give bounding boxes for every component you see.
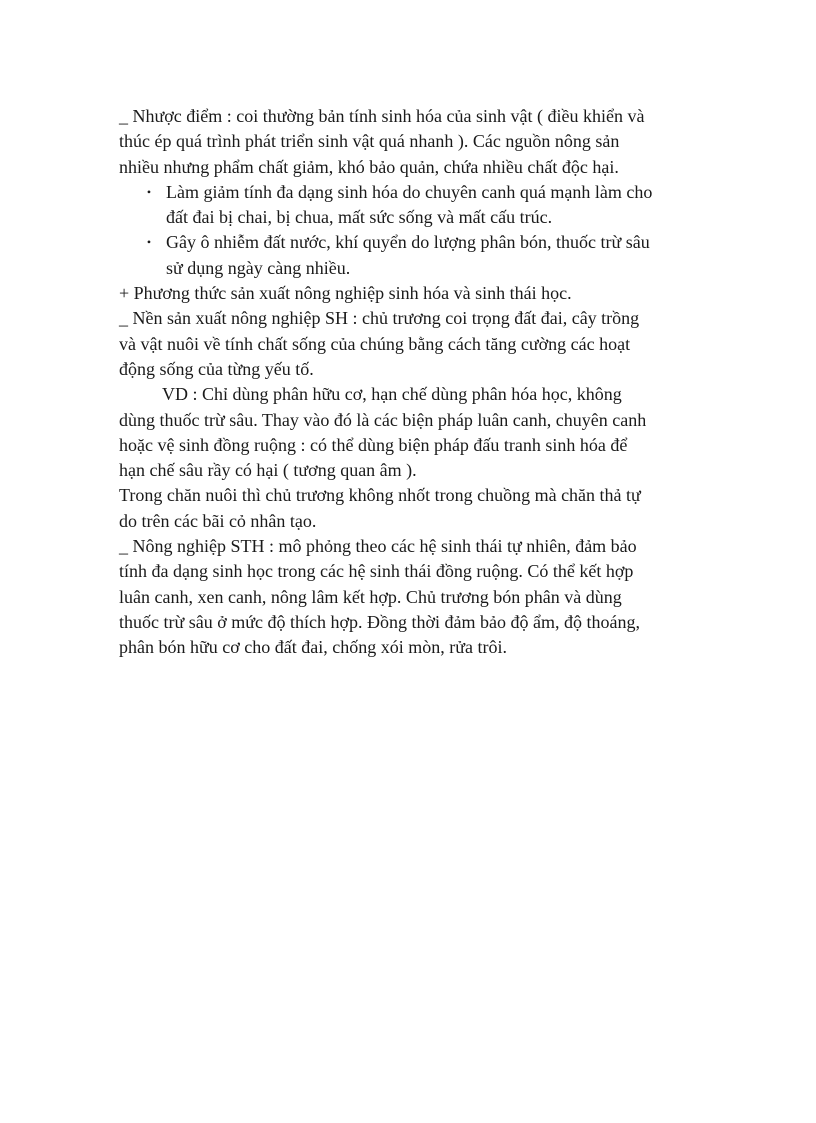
bullet-item-continuation: sử dụng ngày càng nhiều. [166, 257, 351, 278]
paragraph-disadvantage-line-1: _ Nhược điểm : coi thường bản tính sinh hóa của sinh vật ( điều khiển và [119, 106, 645, 126]
example-line-4: hạn chế sâu rầy có hại ( tương quan âm ). [119, 460, 417, 481]
section-heading-production-method: + Phương thức sản xuất nông nghiệp sinh hóa và sinh thái học. [119, 283, 572, 304]
document-body [119, 104, 709, 661]
bullet-item-text: Gây ô nhiễm đất nước, khí quyển do lượng phân bón, thuốc trừ sâu [166, 232, 650, 253]
paragraph-biochemical-line-3: động sống của từng yếu tố. [119, 358, 314, 379]
paragraph-ecological-line-2: tính đa dạng sinh học trong các hệ sinh thái đồng ruộng. Có thể kết hợp [119, 561, 634, 582]
paragraph-disadvantage-line-2: thúc ép quá trình phát triển sinh vật quá nhanh ). Các nguồn nông sản [119, 131, 620, 152]
bullet-item-continuation: đất đai bị chai, bị chua, mất sức sống và mất cấu trúc. [166, 207, 553, 228]
bullet-item-text: Làm giảm tính đa dạng sinh hóa do chuyên canh quá mạnh làm cho [166, 181, 653, 202]
bullet-item-biodiversity [119, 180, 709, 205]
bullet-item-pollution [119, 230, 709, 255]
paragraph-livestock-line-2: do trên các bãi cỏ nhân tạo. [119, 510, 317, 531]
paragraph-biochemical-line-2: và vật nuôi về tính chất sống của chúng bằng cách tăng cường các hoạt [119, 333, 631, 354]
paragraph-ecological-line-5: phân bón hữu cơ cho đất đai, chống xói mòn, rửa trôi. [119, 637, 507, 658]
example-line-1: VD : Chỉ dùng phân hữu cơ, hạn chế dùng phân hóa học, không [162, 384, 622, 405]
paragraph-ecological-line-4: thuốc trừ sâu ở mức độ thích hợp. Đồng thời đảm bảo độ ẩm, độ thoáng, [119, 611, 640, 632]
example-line-3: hoặc vệ sinh đồng ruộng : có thể dùng biện pháp đấu tranh sinh hóa để [119, 434, 628, 455]
paragraph-ecological-line-1: _ Nông nghiệp STH : mô phỏng theo các hệ sinh thái tự nhiên, đảm bảo [119, 536, 637, 557]
paragraph-biochemical-line-1: _ Nền sản xuất nông nghiệp SH : chủ trương coi trọng đất đai, cây trồng [119, 308, 640, 329]
bullet-icon: • [146, 184, 152, 199]
paragraph-ecological-line-3: luân canh, xen canh, nông lâm kết hợp. Chủ trương bón phân và dùng [119, 586, 622, 607]
example-line-2: dùng thuốc trừ sâu. Thay vào đó là các biện pháp luân canh, chuyên canh [119, 409, 647, 430]
paragraph-disadvantage-line-3: nhiều nhưng phẩm chất giảm, khó bảo quản, chứa nhiều chất độc hại. [119, 156, 619, 177]
bullet-icon: • [146, 235, 152, 250]
paragraph-livestock-line-1: Trong chăn nuôi thì chủ trương không nhốt trong chuồng mà chăn thả tự [119, 485, 641, 506]
